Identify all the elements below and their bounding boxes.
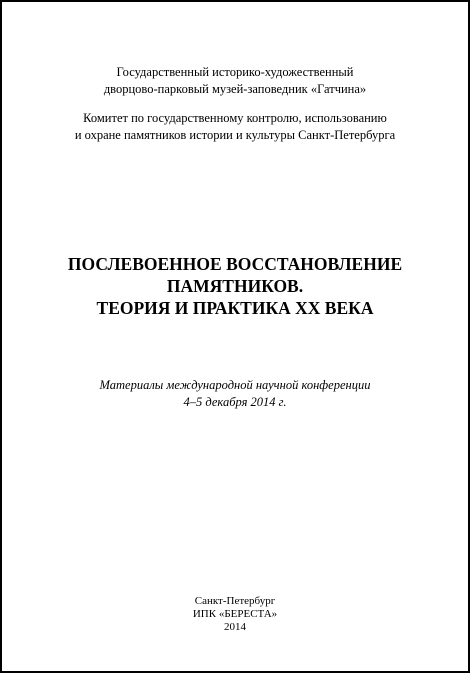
- committee-heading: [2, 110, 468, 144]
- institution-line-1: Государственный историко-художественный: [116, 65, 354, 79]
- institution-line-2: дворцово-парковый музей-заповедник «Гатчина»: [103, 82, 367, 96]
- committee-line-1: Комитет по государственному контролю, использованию: [83, 111, 387, 125]
- imprint-publisher: ИПК «БЕРЕСТА»: [192, 608, 278, 620]
- book-subtitle: [2, 377, 468, 411]
- book-title: [2, 253, 468, 319]
- subtitle-line-1: Материалы международной научной конференции: [99, 378, 371, 392]
- title-line-2: ПАМЯТНИКОВ.: [166, 276, 304, 296]
- imprint-city: Санкт-Петербург: [194, 595, 276, 607]
- imprint: [2, 595, 468, 634]
- institution-heading: [2, 64, 468, 98]
- title-line-1: ПОСЛЕВОЕННОЕ ВОССТАНОВЛЕНИЕ: [67, 254, 403, 274]
- committee-line-2: и охране памятников истории и культуры Санкт-Петербурга: [74, 128, 396, 142]
- imprint-year: 2014: [224, 621, 246, 633]
- subtitle-line-2: 4–5 декабря 2014 г.: [183, 395, 287, 409]
- title-line-3: ТЕОРИЯ И ПРАКТИКА XX ВЕКА: [96, 298, 374, 318]
